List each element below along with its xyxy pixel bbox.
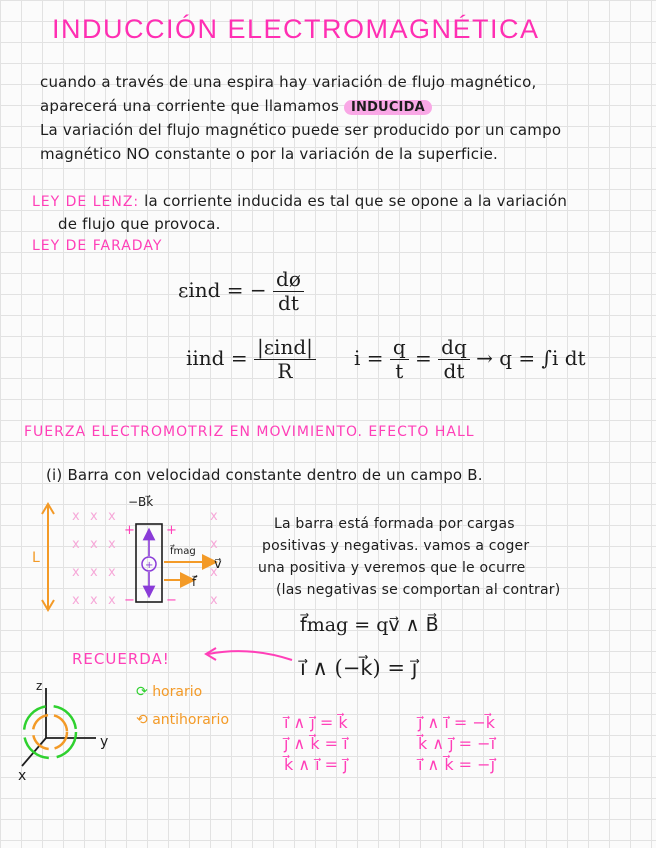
intro-line-1: cuando a través de una espira hay variación de flujo magnético,: [40, 73, 537, 91]
lenz-line-2: de flujo que provoca.: [58, 215, 221, 233]
horario-label: horario: [152, 684, 203, 700]
faraday-equation: [178, 268, 304, 315]
antihorario-legend: [136, 712, 229, 728]
eq3-denominator-2: dt: [443, 359, 465, 383]
eq2-denominator: R: [277, 359, 293, 383]
desc-line-3: una positiva y veremos que le ocurre: [258, 560, 526, 576]
svg-text:x: x: [90, 509, 98, 524]
force-label: f⃗: [192, 575, 197, 589]
moving-bar-diagram: [28, 490, 248, 620]
cross-products-negative: [418, 712, 495, 775]
antihorario-icon: ⟲: [136, 712, 148, 728]
z-label: z: [36, 679, 43, 693]
svg-text:x: x: [210, 565, 218, 580]
y-label: y: [100, 734, 109, 750]
minus-sign-right: −: [166, 593, 177, 608]
page-title: INDUCCIÓN ELECTROMAGNÉTICA: [52, 14, 540, 44]
cross-product-row: j⃗ ∧ k⃗ = i⃗: [284, 734, 348, 753]
section-heading-fem: FUERZA ELECTROMOTRIZ EN MOVIMIENTO. EFECTO HALL: [24, 424, 475, 440]
cross-product-row: i⃗ ∧ k⃗ = −j⃗: [418, 755, 496, 774]
svg-text:x: x: [72, 509, 80, 524]
x-label: x: [18, 768, 27, 784]
velocity-label: v⃗: [214, 557, 222, 572]
fmag-equation: f⃗mag = qv⃗ ∧ B⃗: [300, 614, 439, 636]
eq1-numerator: dø: [273, 268, 304, 292]
horario-legend: [136, 684, 202, 700]
eq3-equals: =: [415, 346, 432, 370]
intro-line-4: magnético NO constante o por la variación de la superficie.: [40, 145, 499, 163]
eq2-lhs: iind =: [186, 346, 248, 370]
minus-sign-left: −: [124, 593, 135, 608]
svg-text:x: x: [108, 537, 116, 552]
svg-text:x: x: [90, 565, 98, 580]
desc-line-1: La barra está formada por cargas: [274, 516, 515, 532]
eq3-numerator-1: q: [390, 336, 409, 360]
plus-sign-right: +: [166, 523, 177, 538]
svg-text:x: x: [72, 565, 80, 580]
eq3-numerator-2: dq: [438, 336, 470, 360]
eq1-lhs: εind = −: [178, 278, 267, 302]
svg-text:x: x: [108, 565, 116, 580]
eq2-fraction: [254, 336, 316, 383]
svg-text:x: x: [72, 537, 80, 552]
section-item-1: (i) Barra con velocidad constante dentro de un campo B.: [46, 466, 483, 484]
cross-products-positive: [284, 712, 348, 775]
eq1-denominator: dt: [278, 291, 299, 315]
cross-product-row: k⃗ ∧ i⃗ = j⃗: [284, 755, 348, 774]
recuerda-arrow: [200, 644, 296, 668]
eq3-fraction-2: [438, 336, 470, 383]
lenz-line-1: [32, 192, 567, 210]
inducida-highlight: INDUCIDA: [344, 100, 432, 115]
lenz-text-1: la corriente inducida es tal que se opone a la variación: [144, 192, 568, 210]
axes-diagram: [10, 676, 130, 788]
svg-text:x: x: [210, 509, 218, 524]
length-label: L: [32, 550, 40, 566]
intro-line-2-text: aparecerá una corriente que llamamos: [40, 97, 339, 115]
faraday-label: LEY DE FARADAY: [32, 238, 163, 254]
cross-equation: i⃗ ∧ (−k⃗) = j⃗: [300, 656, 418, 680]
lenz-label: LEY DE LENZ:: [32, 194, 140, 210]
plus-sign-left: +: [124, 523, 135, 538]
cross-product-row: k⃗ ∧ j⃗ = −i⃗: [418, 734, 496, 753]
counterclockwise-circle: [33, 715, 67, 749]
eq3-fraction-1: [390, 336, 409, 383]
svg-text:x: x: [210, 537, 218, 552]
charge-plus: +: [145, 560, 154, 571]
cross-product-row: i⃗ ∧ j⃗ = k⃗: [284, 713, 348, 732]
intro-line-3: La variación del flujo magnético puede ser producido por un campo: [40, 121, 562, 139]
eq3-denominator-1: t: [395, 359, 404, 383]
eq3-rhs: → q = ∫i dt: [476, 346, 586, 370]
svg-text:x: x: [108, 593, 116, 608]
antihorario-label: antihorario: [152, 712, 230, 728]
eq2-numerator: |εind|: [254, 336, 316, 360]
svg-text:x: x: [108, 509, 116, 524]
desc-line-4: (las negativas se comportan al contrar): [276, 582, 561, 598]
svg-text:x: x: [90, 593, 98, 608]
fmag-label: f⃗mag: [170, 546, 196, 557]
cross-product-row: j⃗ ∧ i⃗ = −k⃗: [418, 713, 496, 732]
current-equation: [186, 336, 316, 383]
charge-equation: [354, 336, 586, 383]
svg-text:x: x: [72, 593, 80, 608]
horario-icon: ⟳: [136, 684, 148, 700]
eq1-fraction: [273, 268, 304, 315]
eq3-lhs: i =: [354, 346, 384, 370]
svg-text:x: x: [210, 593, 218, 608]
desc-line-2: positivas y negativas. vamos a coger: [262, 538, 530, 554]
recuerda-label: RECUERDA!: [72, 650, 170, 668]
svg-text:x: x: [90, 537, 98, 552]
intro-line-2: [40, 97, 432, 115]
field-label: −Bk⃗: [128, 495, 154, 509]
